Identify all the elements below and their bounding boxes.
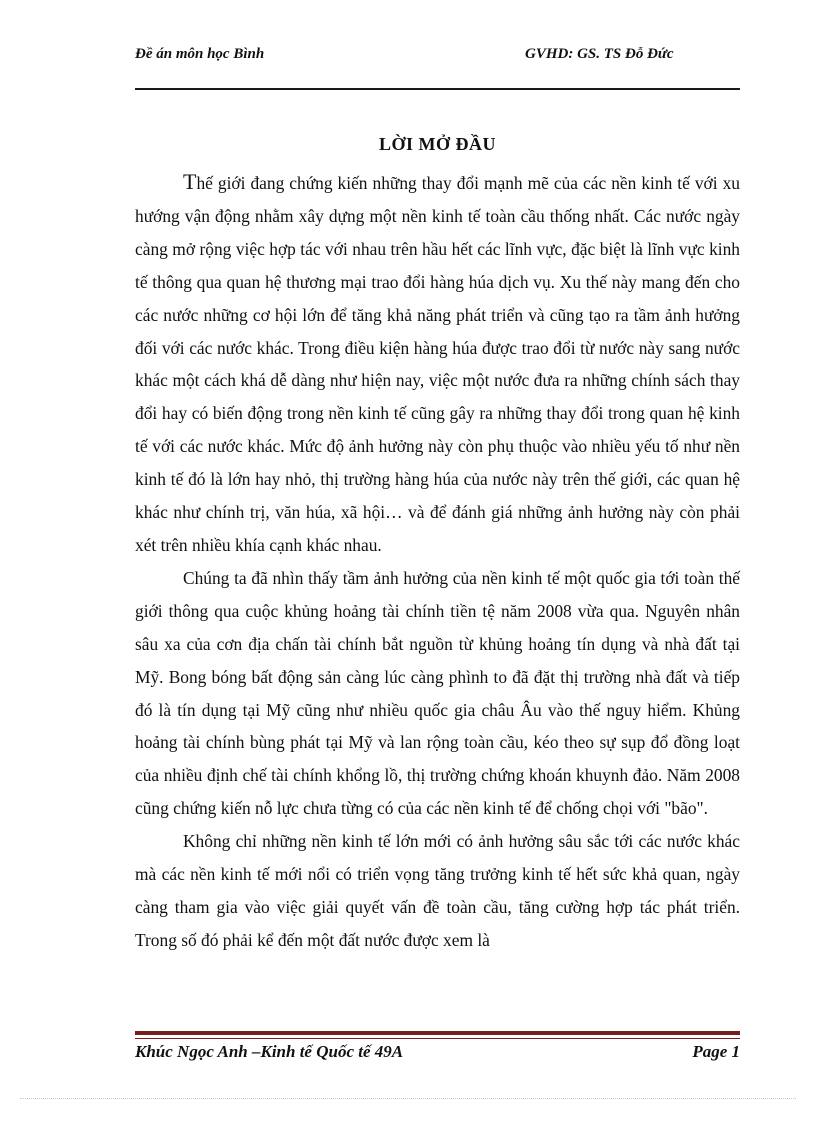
footer-divider-thick [135,1031,740,1035]
paragraph-1-first-letter: T [183,169,197,194]
header-divider [135,88,740,90]
footer-page-number: Page 1 [692,1042,740,1061]
header-course-label: Đề án môn học Bình [135,46,265,62]
paragraph-3: Không chỉ những nền kinh tế lớn mới có ảnh hưởng sâu sắc tới các nước khác mà các nền kinh tế mới nổi có triển vọng tăng trưởng kinh tế hết sức khả quan, ngày càng tham gia vào việc giải quyết vấn đề toàn cầu, tăng cường hợp tác phát triển. Trong số đó phải kể đến một đất nước được xem là [135,831,740,950]
page-title: LỜI MỞ ĐẦU [379,134,496,154]
page-header [135,44,740,90]
header-advisor-label: GVHD: GS. TS Đỗ Đức [525,46,674,62]
page-bottom-border [20,1098,796,1099]
footer-divider-thin [135,1038,740,1039]
footer-author-label: Khúc Ngọc Anh –Kinh tế Quốc tế 49A [135,1042,404,1061]
paragraph-1-text: hế giới đang chứng kiến những thay đổi mạnh mẽ của các nền kinh tế với xu hướng vận động nhằm xây dựng một nền kinh tế toàn cầu thống nhất. Các nước ngày càng mở rộng việc hợp tác với nhau trên hầu hết các lĩnh vực, đặc biệt là lĩnh vực kinh tế thông qua quan hệ thương mại trao đổi hàng húa dịch vụ. Xu thế này mang đến cho các nước những cơ hội lớn để tăng khả năng phát triển và cũng tạo ra tầm ảnh hưởng đối với các nước khác. Trong điều kiện hàng húa được trao đổi từ nước này sang nước khác một cách khá dễ dàng như hiện nay, việc một nước đưa ra những chính sách thay đổi hay có biến động trong nền kinh tế cũng gây ra những thay đổi trong quan hệ kinh tế với các nước khác. Mức độ ảnh hưởng này còn phụ thuộc vào nhiều yếu tố như nền kinh tế đó là lớn hay nhỏ, thị trường hàng húa của nước này trên thế giới, các quan hệ khác như chính trị, văn húa, xã hội… và để đánh giá những ảnh hưởng này còn phải xét trên nhiều khía cạnh khác nhau. [135,173,740,555]
paragraph-1 [135,166,740,562]
paragraph-2: Chúng ta đã nhìn thấy tầm ảnh hưởng của nền kinh tế một quốc gia tới toàn thế giới thông qua cuộc khủng hoảng tài chính tiền tệ năm 2008 vừa qua. Nguyên nhân sâu xa của cơn địa chấn tài chính bắt nguồn từ khủng hoảng tín dụng và nhà đất tại Mỹ. Bong bóng bất động sản càng lúc càng phình to đã đặt thị trường nhà đất và tiếp đó là tín dụng tại Mỹ cũng như nhiều quốc gia châu Âu vào thế nguy hiểm. Khủng hoảng tài chính bùng phát tại Mỹ và lan rộng toàn cầu, kéo theo sự sụp đổ đồng loạt của nhiều định chế tài chính khổng lồ, thị trường chứng khoán khuynh đảo. Năm 2008 cũng chứng kiến nỗ lực chưa từng có của các nền kinh tế để chống chọi với "bão". [135,567,740,819]
body-text [135,166,740,957]
